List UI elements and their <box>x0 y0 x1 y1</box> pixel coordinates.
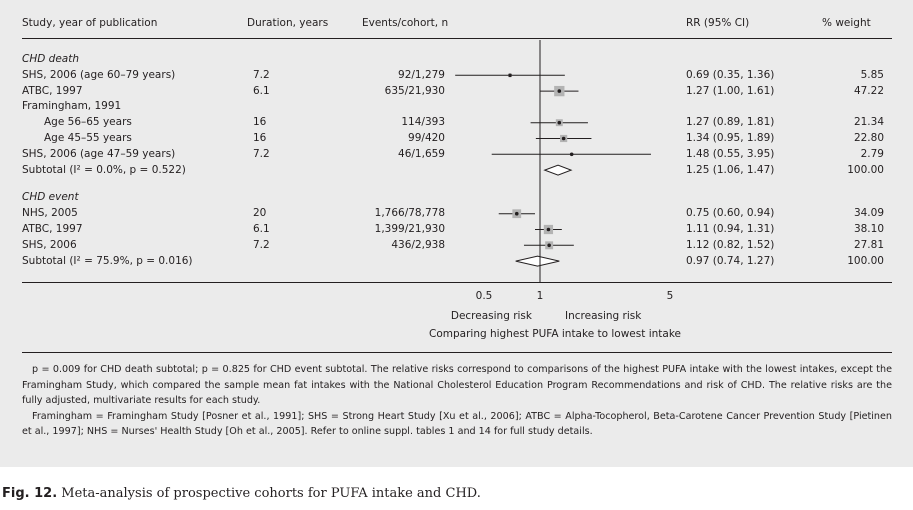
rr-ci-value: 0.75 (0.60, 0.94) <box>686 207 775 220</box>
weight-value: 22.80 <box>853 132 884 144</box>
footnote-rule <box>22 352 892 353</box>
duration-value: 20 <box>253 207 267 220</box>
study-label: Age 56–65 years <box>44 116 132 129</box>
point-estimate <box>515 212 519 216</box>
point-estimate <box>547 244 551 248</box>
x-axis-title: Comparing highest PUFA intake to lowest intake <box>429 328 681 340</box>
subtotal-rr-ci: 1.25 (1.06, 1.47) <box>686 163 775 176</box>
footnote <box>22 362 892 440</box>
subtotal-weight: 100.00 <box>847 163 884 176</box>
subtotal-weight: 100.00 <box>847 254 884 267</box>
study-label: SHS, 2006 (age 47–59 years) <box>22 147 176 160</box>
point-estimate <box>547 228 551 232</box>
duration-value: 16 <box>253 116 267 129</box>
events-value: 99/420 <box>408 132 445 144</box>
footnote-paragraph-1: p = 0.009 for CHD death subtotal; p = 0.825 for CHD event subtotal. The relative risks correspond to comparisons of the highest PUFA intake with the lowest intakes, except the Framingham Study, which compared the sample mean fat intakes with the National Cholesterol Education Program Recommendations and risk of CHD. The relative risks are the fully adjusted, multivariate results for each study. <box>22 364 892 406</box>
study-label: SHS, 2006 <box>22 238 77 251</box>
subtotal-label: Subtotal (I² = 75.9%, p = 0.016) <box>22 254 193 267</box>
subtotal-label: Subtotal (I² = 0.0%, p = 0.522) <box>22 163 186 176</box>
x-tick-label: 5 <box>666 290 674 302</box>
duration-value: 7.2 <box>253 238 270 251</box>
rr-ci-value: 1.27 (1.00, 1.61) <box>686 84 775 97</box>
figure-caption <box>2 486 481 501</box>
point-estimate <box>570 153 574 157</box>
x-tick-label: 1 <box>536 290 544 302</box>
x-label-left: Decreasing risk <box>450 310 532 322</box>
study-label: NHS, 2005 <box>22 207 78 220</box>
study-label: SHS, 2006 (age 60–79 years) <box>22 68 176 81</box>
x-tick-label: 0.5 <box>475 290 493 302</box>
duration-value: 7.2 <box>253 147 270 160</box>
study-label: ATBC, 1997 <box>22 223 83 235</box>
duration-value: 7.2 <box>253 68 270 81</box>
subtotal-diamond <box>545 165 571 175</box>
caption-label: Fig. 12. <box>2 486 58 501</box>
study-heading: Framingham, 1991 <box>22 100 122 113</box>
duration-value: 6.1 <box>253 223 270 235</box>
header-rr: RR (95% CI) <box>686 17 750 29</box>
rr-ci-value: 1.34 (0.95, 1.89) <box>686 132 775 144</box>
events-value: 46/1,659 <box>398 147 445 160</box>
study-label: Age 45–55 years <box>44 132 132 144</box>
rr-ci-value: 1.12 (0.82, 1.52) <box>686 238 775 251</box>
header-weight: % weight <box>822 17 871 29</box>
group-label: CHD event <box>22 191 79 204</box>
footnote-paragraph-2: Framingham = Framingham Study [Posner et al., 1991]; SHS = Strong Heart Study [Xu et al., 2006]; ATBC = Alpha-Tocopherol, Beta-Carotene Cancer Prevention Study [Pietinen et al., 1997]; NHS = Nurses' Health Study [Oh et al., 2005]. Refer to online suppl. tables 1 and 14 for full study details. <box>22 410 892 437</box>
rr-ci-value: 1.48 (0.55, 3.95) <box>686 147 775 160</box>
point-estimate <box>558 121 562 125</box>
header-events: Events/cohort, n <box>362 17 449 29</box>
weight-value: 38.10 <box>853 223 884 235</box>
events-value: 92/1,279 <box>398 68 445 81</box>
duration-value: 16 <box>253 132 267 144</box>
point-estimate <box>508 74 512 78</box>
subtotal-diamond <box>516 256 560 266</box>
weight-value: 5.85 <box>860 68 884 81</box>
weight-value: 2.79 <box>860 147 884 160</box>
point-estimate <box>558 89 562 93</box>
rr-ci-value: 1.11 (0.94, 1.31) <box>686 223 775 235</box>
events-value: 635/21,930 <box>384 84 445 97</box>
events-value: 114/393 <box>401 116 445 129</box>
rr-ci-value: 0.69 (0.35, 1.36) <box>686 68 775 81</box>
events-value: 436/2,938 <box>391 238 445 251</box>
weight-value: 34.09 <box>853 207 884 220</box>
events-value: 1,766/78,778 <box>374 207 445 220</box>
rr-ci-value: 1.27 (0.89, 1.81) <box>686 116 775 129</box>
study-label: ATBC, 1997 <box>22 84 83 97</box>
subtotal-rr-ci: 0.97 (0.74, 1.27) <box>686 254 775 267</box>
weight-value: 27.81 <box>853 238 884 251</box>
header-duration: Duration, years <box>247 17 329 29</box>
caption-text: Meta-analysis of prospective cohorts for PUFA intake and CHD. <box>57 486 481 501</box>
group-label: CHD death <box>22 53 79 65</box>
duration-value: 6.1 <box>253 84 270 97</box>
weight-value: 47.22 <box>853 84 884 97</box>
point-estimate <box>562 137 566 141</box>
events-value: 1,399/21,930 <box>374 223 445 235</box>
x-label-right: Increasing risk <box>565 310 642 322</box>
weight-value: 21.34 <box>853 116 884 129</box>
header-study: Study, year of publication <box>22 17 158 29</box>
